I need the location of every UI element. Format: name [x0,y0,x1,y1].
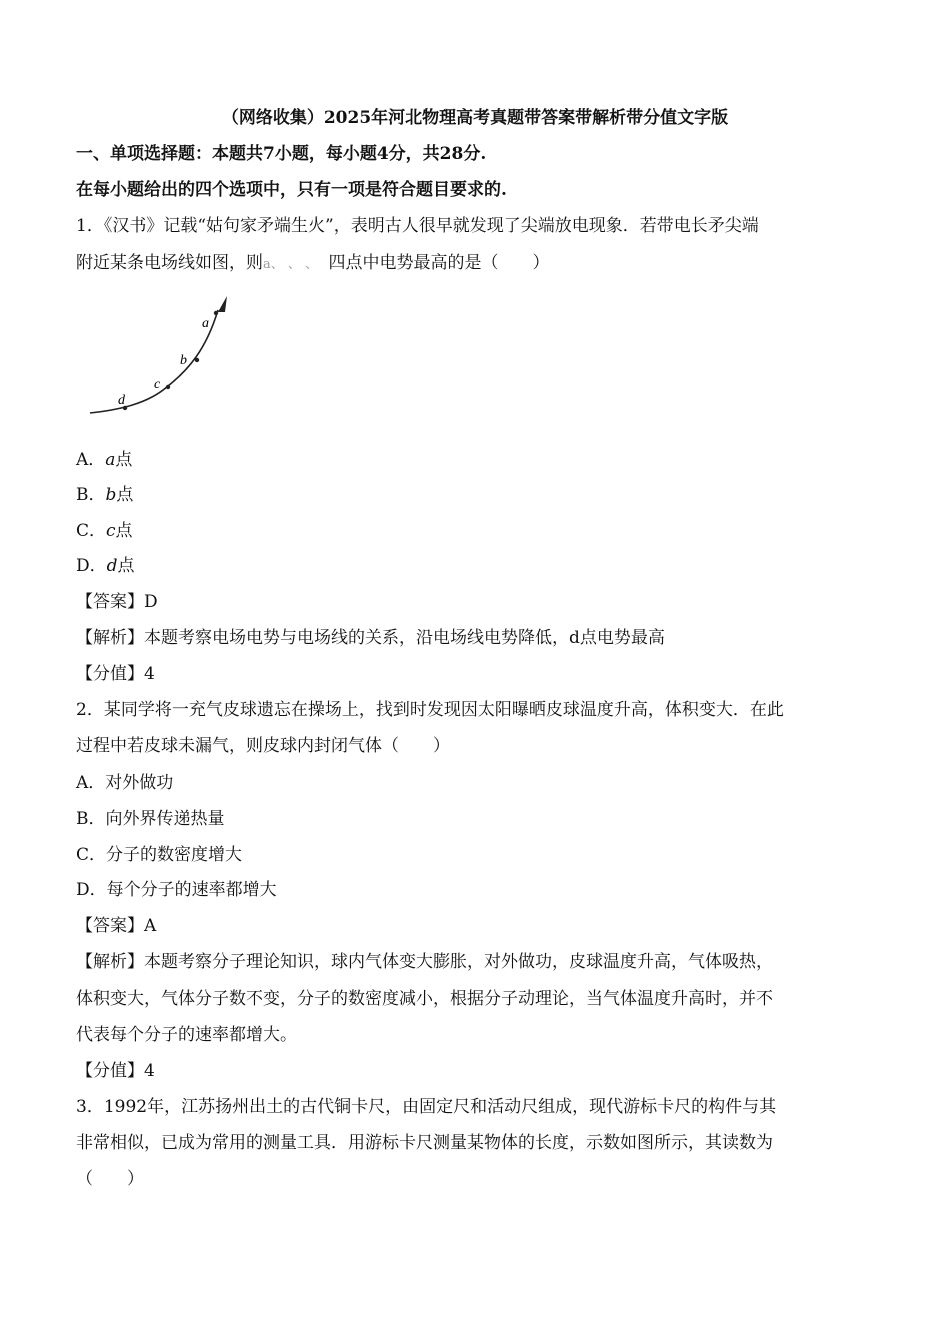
q2-stem-line1: 2．某同学将一充气皮球遗忘在操场上，找到时发现因太阳曝晒皮球温度升高，体积变大．在此 [76,700,784,720]
section-instruction: 在每小题给出的四个选项中，只有一项是符合题目要求的. [76,180,507,200]
q2-option-d: D．每个分子的速率都增大 [76,880,277,900]
q1-stem-suffix: 四点中电势最高的是（ ） [328,253,550,273]
point-a-dot [214,311,218,315]
option-letter: d [106,556,118,576]
section-heading: 一、单项选择题：本题共7小题，每小题4分，共28分. [76,144,487,164]
option-suffix: 点 [117,556,135,576]
option-letter: b [105,485,117,505]
option-suffix: 点 [116,485,134,505]
q1-stem-line2 [76,251,550,277]
q1-option-b [76,483,133,507]
q3-stem-line3: （ ） [76,1169,144,1189]
q3-stem-line2: 非常相似，已成为常用的测量工具．用游标卡尺测量某物体的长度，示数如图所示，其读数为 [76,1133,773,1153]
q1-stem-line1: 1．《汉书》记载“姑句家矛端生火”，表明古人很早就发现了尖端放电现象．若带电长矛尖端 [76,216,759,236]
electric-field-line-figure [88,290,248,430]
point-b-label: b [180,353,187,368]
q2-option-c: C．分子的数密度增大 [76,845,243,865]
option-prefix: B． [76,485,106,505]
option-prefix: A． [76,450,106,470]
q2-score: 【分值】4 [76,1061,155,1081]
option-letter: c [106,521,116,541]
q1-stem-prefix: 附近某条电场线如图，则 [76,253,263,273]
q1-score: 【分值】4 [76,664,155,684]
field-line-curve [90,310,218,413]
point-a-label: a [202,316,209,331]
q2-analysis-line1: 【解析】本题考察分子理论知识，球内气体变大膨胀，对外做功，皮球温度升高，气体吸热， [76,952,773,972]
q2-answer: 【答案】A [76,916,157,936]
point-c-dot [166,385,170,389]
option-suffix: 点 [115,450,133,470]
option-suffix: 点 [115,521,133,541]
q2-analysis-line3: 代表每个分子的速率都增大。 [76,1025,297,1045]
point-b-dot [195,358,199,362]
q1-answer: 【答案】D [76,592,158,612]
option-prefix: C． [76,521,107,541]
q2-analysis-line2: 体积变大，气体分子数不变，分子的数密度减小，根据分子动理论，当气体温度升高时，并不 [76,989,773,1009]
q1-option-c [76,519,133,543]
q1-stem-point-list: a、 、 、 [263,257,312,272]
option-prefix: D． [76,556,107,576]
option-letter: a [105,450,116,470]
point-d-label: d [118,393,125,408]
q3-stem-line1: 3．1992年，江苏扬州出土的古代铜卡尺，由固定尺和活动尺组成，现代游标卡尺的构件与其 [76,1097,777,1117]
q1-option-a [76,448,132,472]
q2-option-a: A．对外做功 [76,773,174,793]
q2-option-b: B．向外界传递热量 [76,809,225,829]
field-line-arrowhead [218,296,227,312]
q1-analysis: 【解析】本题考察电场电势与电场线的关系，沿电场线电势降低，d点电势最高 [76,628,665,648]
point-c-label: c [154,377,161,392]
q1-option-d [76,554,135,578]
page-title: （网络收集）2025年河北物理高考真题带答案带解析带分值文字版 [221,108,729,128]
q2-stem-line2: 过程中若皮球未漏气，则皮球内封闭气体（ ） [76,736,450,756]
